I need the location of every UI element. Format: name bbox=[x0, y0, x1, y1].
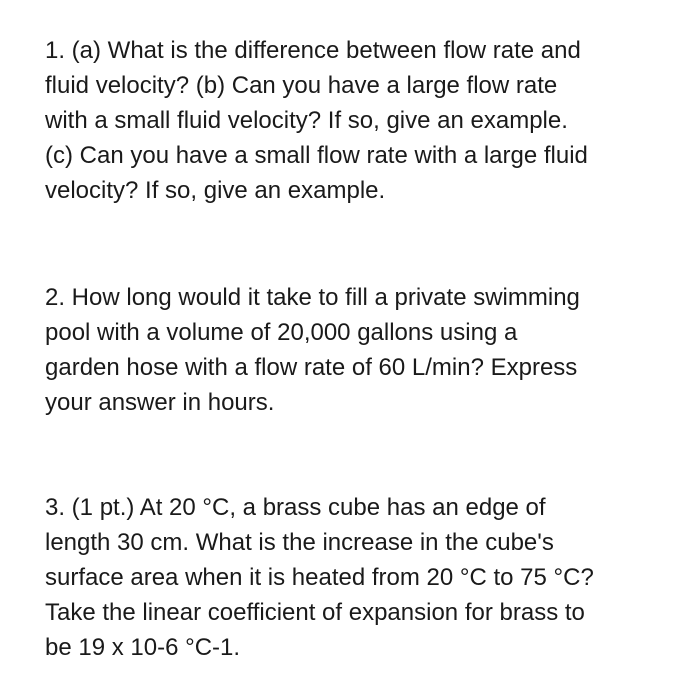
question-2-line: 2. How long would it take to fill a private swimming bbox=[45, 284, 580, 311]
question-2-line: your answer in hours. bbox=[45, 389, 275, 416]
question-1-line: (c) Can you have a small flow rate with a large fluid bbox=[45, 142, 588, 169]
question-1 bbox=[45, 33, 665, 208]
question-1-line: with a small fluid velocity? If so, give an example. bbox=[45, 107, 568, 134]
question-3-line: length 30 cm. What is the increase in the cube's bbox=[45, 529, 554, 556]
question-3-line: surface area when it is heated from 20 °C to 75 °C? bbox=[45, 564, 594, 591]
question-3-line: be 19 x 10-6 °C-1. bbox=[45, 634, 241, 661]
question-2 bbox=[45, 280, 665, 420]
question-1-line: 1. (a) What is the difference between flow rate and bbox=[45, 37, 581, 64]
question-3-line: 3. (1 pt.) At 20 °C, a brass cube has an edge of bbox=[45, 494, 546, 521]
question-3-line: Take the linear coefficient of expansion for brass to bbox=[45, 599, 585, 626]
question-2-line: garden hose with a flow rate of 60 L/min? Express bbox=[45, 354, 578, 381]
question-2-line: pool with a volume of 20,000 gallons using a bbox=[45, 319, 518, 346]
question-1-line: velocity? If so, give an example. bbox=[45, 177, 386, 204]
question-1-line: fluid velocity? (b) Can you have a large flow rate bbox=[45, 72, 558, 99]
question-3 bbox=[45, 490, 665, 665]
